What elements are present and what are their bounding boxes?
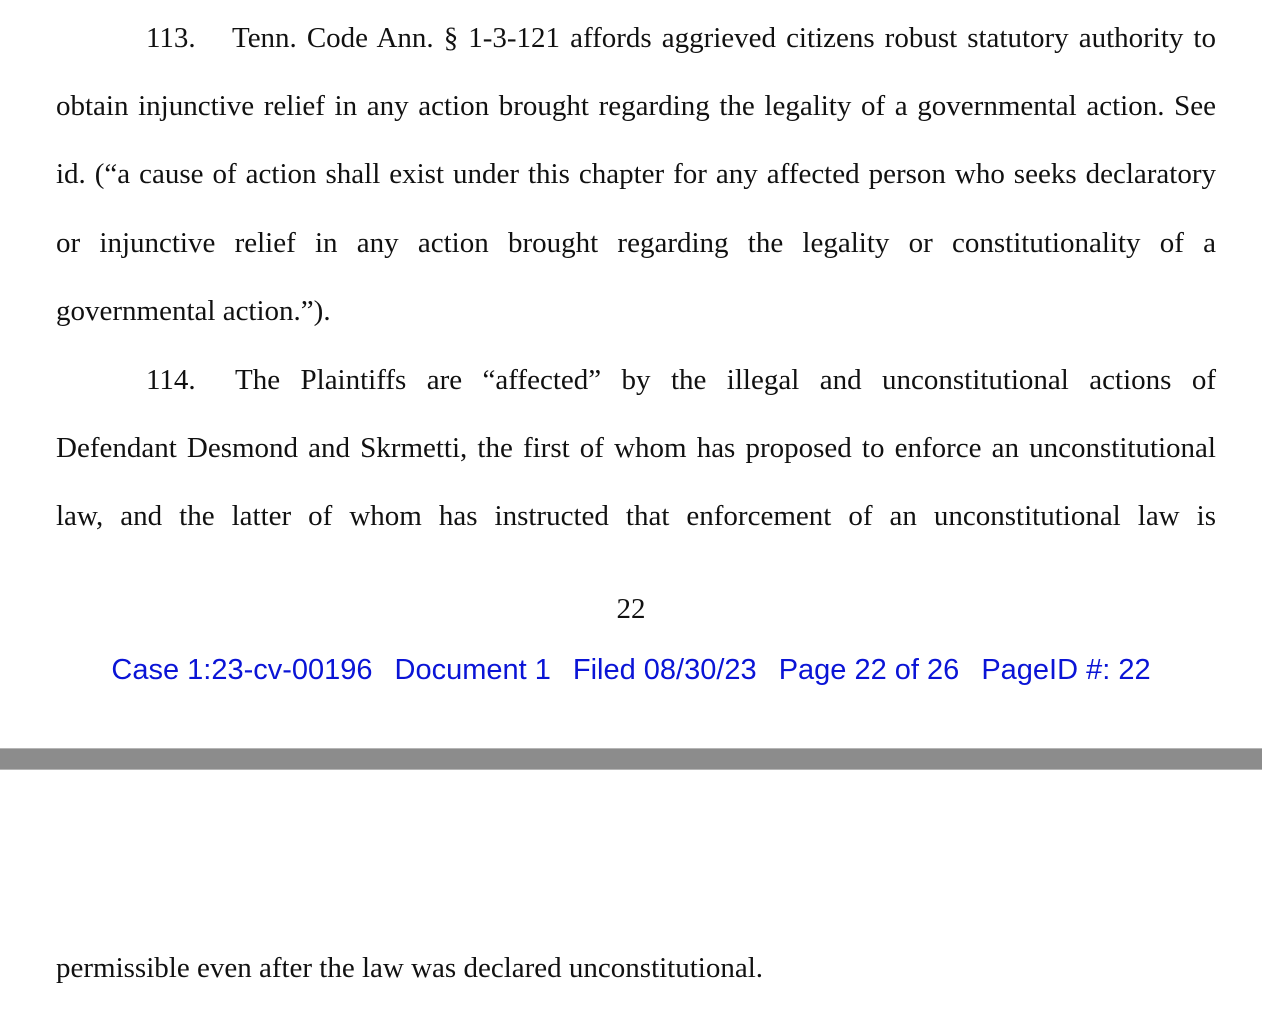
case-filing-header <box>0 650 1262 690</box>
paragraph-113-line-4: or injunctive relief in any action brought regarding the legality or constitutionality of a <box>56 227 1216 259</box>
paragraph-114-line-2: Defendant Desmond and Skrmetti, the first of whom has proposed to enforce an unconstitutional <box>56 432 1216 464</box>
page-count: Page 22 of 26 <box>778 654 960 686</box>
paragraph-113-line-3: id. (“a cause of action shall exist under this chapter for any affected person who seeks declaratory <box>56 158 1216 190</box>
paragraph-114-line-1 <box>146 360 1216 400</box>
paragraph-113-line-5: governmental action.”). <box>56 295 331 327</box>
document-number: Document 1 <box>394 654 551 686</box>
paragraph-113-line-1 <box>146 18 1216 58</box>
paragraph-113-text-1: Tenn. Code Ann. § 1-3-121 affords aggrieved citizens robust statutory authority to <box>232 22 1216 54</box>
page-number: 22 <box>616 593 646 625</box>
paragraph-113-line-2: obtain injunctive relief in any action brought regarding the legality of a governmental action. See <box>56 90 1216 122</box>
paragraph-113-number: 113. <box>146 22 196 54</box>
paragraph-114-line-3: law, and the latter of whom has instructed that enforcement of an unconstitutional law is <box>56 500 1216 532</box>
page-divider <box>0 748 1262 770</box>
document-page-23 <box>0 770 1262 1014</box>
filed-date: Filed 08/30/23 <box>572 654 757 686</box>
page-id: PageID #: 22 <box>981 654 1151 686</box>
paragraph-114-text-1: The Plaintiffs are “affected” by the illegal and unconstitutional actions of <box>235 364 1216 396</box>
case-number: Case 1:23-cv-00196 <box>111 654 373 686</box>
paragraph-114-number: 114. <box>146 364 196 396</box>
paragraph-114-continuation: permissible even after the law was declared unconstitutional. <box>56 952 764 984</box>
